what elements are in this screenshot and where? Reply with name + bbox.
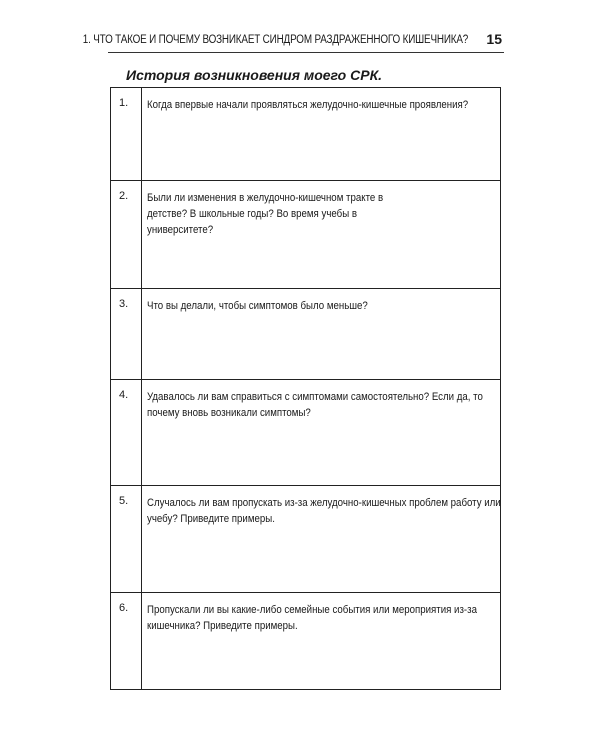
table-row <box>111 379 500 485</box>
page-number: 15 <box>486 31 502 47</box>
question-text: Удавалось ли вам справиться с симптомами самостоятельно? Если да, то почему вновь возникали симптомы? <box>147 391 483 419</box>
question-text: Были ли изменения в желудочно-кишечном тракте в детстве? В школьные годы? Во время учебы в университете? <box>147 192 384 236</box>
question-text: Пропускали ли вы какие-либо семейные события или мероприятия из-за кишечника? Приведите примеры. <box>147 604 477 632</box>
table-row <box>111 592 500 689</box>
row-number: 2. <box>119 190 129 202</box>
table-row <box>111 180 500 288</box>
questionnaire-table <box>110 87 501 690</box>
table-row <box>111 88 500 180</box>
section-title: История возникновения моего СРК. <box>126 67 383 83</box>
chapter-title: 1. ЧТО ТАКОЕ И ПОЧЕМУ ВОЗНИКАЕТ СИНДРОМ РАЗДРАЖЕННОГО КИШЕЧНИКА? <box>82 34 468 46</box>
row-number: 6. <box>119 602 129 614</box>
row-number: 5. <box>119 495 129 507</box>
row-number: 1. <box>119 97 129 109</box>
table-row <box>111 288 500 379</box>
question-text: Что вы делали, чтобы симптомов было меньше? <box>147 300 368 312</box>
question-text: Случалось ли вам пропускать из-за желудочно-кишечных проблем работу или учебу? Приведите примеры. <box>147 497 501 525</box>
row-number: 3. <box>119 298 129 310</box>
running-header <box>82 30 504 53</box>
table-row <box>111 485 500 592</box>
question-text: Когда впервые начали проявляться желудочно-кишечные проявления? <box>147 99 469 111</box>
row-number: 4. <box>119 389 129 401</box>
